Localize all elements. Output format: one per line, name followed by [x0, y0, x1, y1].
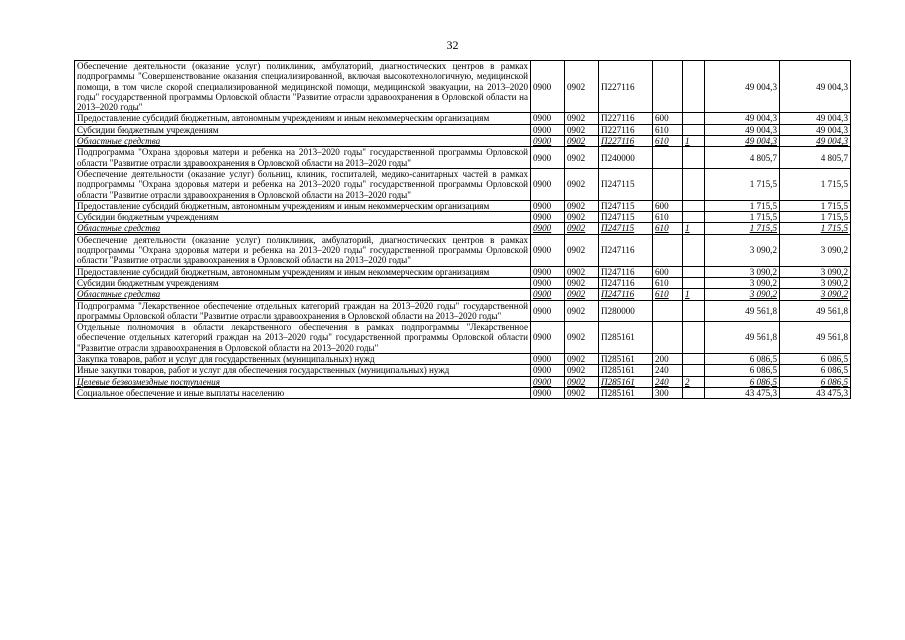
funding-source-code [683, 354, 705, 365]
amount-total: 49 561,8 [780, 322, 851, 354]
expense-type-code: 610 [653, 223, 683, 234]
row-description: Отдельные полномочия в области лекарственного обеспечения в рамках подпрограммы "Лекарственное обеспечение отдельных категорий граждан на 2013–2020 годы" государственной программы Орловской области "Развитие отрасли здравоохранения в Орловской области на 2013–2020 годы" [75, 322, 531, 354]
table-row [75, 387, 851, 398]
section-code: 0900 [531, 387, 565, 398]
expense-type-code [653, 61, 683, 113]
target-article-code: П247116 [599, 266, 653, 277]
row-description: Областные средства [75, 136, 531, 147]
expense-type-code: 610 [653, 124, 683, 135]
funding-source-code [683, 124, 705, 135]
amount-plan: 3 090,2 [705, 234, 780, 266]
section-code: 0900 [531, 147, 565, 169]
subsection-code: 0902 [565, 124, 599, 135]
funding-source-code [683, 277, 705, 288]
row-description: Иные закупки товаров, работ и услуг для обеспечения государственных (муниципальных) нужд [75, 365, 531, 376]
amount-plan: 1 715,5 [705, 200, 780, 211]
subsection-code: 0902 [565, 223, 599, 234]
funding-source-code [683, 61, 705, 113]
target-article-code: П247115 [599, 200, 653, 211]
amount-plan: 1 715,5 [705, 212, 780, 223]
page-number: 32 [446, 38, 459, 52]
row-description: Подпрограмма "Охрана здоровья матери и ребенка на 2013–2020 годы" государственной программы Орловской области "Развитие отрасли здравоохранения в Орловской области на 2013–2020 годы" [75, 147, 531, 169]
section-code: 0900 [531, 124, 565, 135]
row-description: Предоставление субсидий бюджетным, автономным учреждениям и иным некоммерческим организациям [75, 200, 531, 211]
funding-source-code [683, 147, 705, 169]
target-article-code: П227116 [599, 136, 653, 147]
table-body [75, 61, 851, 399]
table-row [75, 289, 851, 300]
section-code: 0900 [531, 289, 565, 300]
expense-type-code: 600 [653, 200, 683, 211]
section-code: 0900 [531, 234, 565, 266]
row-description: Обеспечение деятельности (оказание услуг) больниц, клиник, госпиталей, медико-санитарных частей в рамках подпрограммы "Охрана здоровья матери и ребенка на 2013–2020 годы" государственной программы Орловской области "Развитие отрасли здравоохранения в Орловской области на 2013–2020 годы" [75, 168, 531, 200]
expense-type-code [653, 234, 683, 266]
amount-plan: 4 805,7 [705, 147, 780, 169]
funding-source-code [683, 200, 705, 211]
section-code: 0900 [531, 365, 565, 376]
table-row [75, 223, 851, 234]
amount-total: 49 004,3 [780, 136, 851, 147]
row-description: Субсидии бюджетным учреждениям [75, 277, 531, 288]
funding-source-code [683, 234, 705, 266]
expense-type-code: 240 [653, 376, 683, 387]
row-description: Субсидии бюджетным учреждениям [75, 124, 531, 135]
target-article-code: П280000 [599, 300, 653, 322]
table-row [75, 376, 851, 387]
expense-type-code: 610 [653, 212, 683, 223]
amount-total: 49 561,8 [780, 300, 851, 322]
row-description: Обеспечение деятельности (оказание услуг) поликлиник, амбулаторий, диагностических центров в рамках подпрограммы "Совершенствование оказания специализированной, включая высокотехнологичную, медицинской помощи, в том числе скорой специализированной медицинской помощи, медицинской эвакуации, на 2013–2020 годы" государственной программы Орловской области "Развитие отрасли здравоохранения в Орловской области на 2013–2020 годы" [75, 61, 531, 113]
expense-type-code: 610 [653, 136, 683, 147]
expense-type-code: 200 [653, 354, 683, 365]
budget-table [74, 60, 851, 399]
section-code: 0900 [531, 376, 565, 387]
section-code: 0900 [531, 136, 565, 147]
amount-plan: 49 004,3 [705, 136, 780, 147]
table-row [75, 322, 851, 354]
table-row [75, 234, 851, 266]
section-code: 0900 [531, 322, 565, 354]
funding-source-code [683, 266, 705, 277]
target-article-code: П247116 [599, 289, 653, 300]
amount-plan: 3 090,2 [705, 266, 780, 277]
amount-total: 6 086,5 [780, 365, 851, 376]
amount-plan: 49 004,3 [705, 61, 780, 113]
section-code: 0900 [531, 266, 565, 277]
expense-type-code [653, 147, 683, 169]
section-code: 0900 [531, 168, 565, 200]
subsection-code: 0902 [565, 376, 599, 387]
section-code: 0900 [531, 61, 565, 113]
table-row [75, 277, 851, 288]
amount-plan: 43 475,3 [705, 387, 780, 398]
amount-plan: 49 004,3 [705, 113, 780, 124]
row-description: Областные средства [75, 223, 531, 234]
amount-plan: 6 086,5 [705, 365, 780, 376]
section-code: 0900 [531, 200, 565, 211]
amount-total: 49 004,3 [780, 124, 851, 135]
amount-plan: 1 715,5 [705, 223, 780, 234]
table-row [75, 147, 851, 169]
subsection-code: 0902 [565, 136, 599, 147]
amount-total: 6 086,5 [780, 354, 851, 365]
target-article-code: П285161 [599, 322, 653, 354]
expense-type-code: 240 [653, 365, 683, 376]
amount-plan: 6 086,5 [705, 354, 780, 365]
section-code: 0900 [531, 354, 565, 365]
funding-source-code: 1 [683, 136, 705, 147]
amount-plan: 3 090,2 [705, 289, 780, 300]
funding-source-code [683, 387, 705, 398]
funding-source-code [683, 322, 705, 354]
amount-plan: 49 004,3 [705, 124, 780, 135]
table-row [75, 136, 851, 147]
section-code: 0900 [531, 277, 565, 288]
section-code: 0900 [531, 223, 565, 234]
expense-type-code: 610 [653, 289, 683, 300]
amount-total: 1 715,5 [780, 212, 851, 223]
amount-total: 49 004,3 [780, 113, 851, 124]
subsection-code: 0902 [565, 61, 599, 113]
amount-total: 3 090,2 [780, 277, 851, 288]
subsection-code: 0902 [565, 277, 599, 288]
target-article-code: П247115 [599, 212, 653, 223]
target-article-code: П247116 [599, 277, 653, 288]
amount-total: 43 475,3 [780, 387, 851, 398]
funding-source-code: 1 [683, 289, 705, 300]
subsection-code: 0902 [565, 200, 599, 211]
table-row [75, 61, 851, 113]
expense-type-code [653, 168, 683, 200]
row-description: Предоставление субсидий бюджетным, автономным учреждениям и иным некоммерческим организациям [75, 266, 531, 277]
subsection-code: 0902 [565, 387, 599, 398]
target-article-code: П285161 [599, 376, 653, 387]
target-article-code: П247115 [599, 223, 653, 234]
funding-source-code [683, 113, 705, 124]
funding-source-code [683, 212, 705, 223]
section-code: 0900 [531, 212, 565, 223]
target-article-code: П227116 [599, 113, 653, 124]
subsection-code: 0902 [565, 300, 599, 322]
subsection-code: 0902 [565, 113, 599, 124]
amount-plan: 49 561,8 [705, 300, 780, 322]
expense-type-code: 600 [653, 113, 683, 124]
expense-type-code: 300 [653, 387, 683, 398]
target-article-code: П247116 [599, 234, 653, 266]
amount-plan: 1 715,5 [705, 168, 780, 200]
subsection-code: 0902 [565, 354, 599, 365]
funding-source-code: 1 [683, 223, 705, 234]
table-row [75, 113, 851, 124]
amount-total: 3 090,2 [780, 289, 851, 300]
amount-total: 1 715,5 [780, 223, 851, 234]
amount-total: 3 090,2 [780, 234, 851, 266]
target-article-code: П285161 [599, 365, 653, 376]
row-description: Предоставление субсидий бюджетным, автономным учреждениям и иным некоммерческим организациям [75, 113, 531, 124]
amount-total: 1 715,5 [780, 168, 851, 200]
target-article-code: П247115 [599, 168, 653, 200]
amount-total: 49 004,3 [780, 61, 851, 113]
subsection-code: 0902 [565, 234, 599, 266]
table-row [75, 300, 851, 322]
row-description: Социальное обеспечение и иные выплаты населению [75, 387, 531, 398]
funding-source-code [683, 168, 705, 200]
expense-type-code [653, 300, 683, 322]
subsection-code: 0902 [565, 365, 599, 376]
row-description: Закупка товаров, работ и услуг для государственных (муниципальных) нужд [75, 354, 531, 365]
amount-plan: 49 561,8 [705, 322, 780, 354]
row-description: Целевые безвозмездные поступления [75, 376, 531, 387]
subsection-code: 0902 [565, 147, 599, 169]
target-article-code: П240000 [599, 147, 653, 169]
amount-total: 4 805,7 [780, 147, 851, 169]
row-description: Подпрограмма "Лекарственное обеспечение отдельных категорий граждан на 2013–2020 годы" государственной программы Орловской области "Развитие отрасли здравоохранения в Орловской области на 2013–2020 годы" [75, 300, 531, 322]
amount-plan: 6 086,5 [705, 376, 780, 387]
target-article-code: П227116 [599, 124, 653, 135]
subsection-code: 0902 [565, 168, 599, 200]
funding-source-code: 2 [683, 376, 705, 387]
funding-source-code [683, 300, 705, 322]
amount-plan: 3 090,2 [705, 277, 780, 288]
expense-type-code [653, 322, 683, 354]
amount-total: 1 715,5 [780, 200, 851, 211]
funding-source-code [683, 365, 705, 376]
amount-total: 3 090,2 [780, 266, 851, 277]
row-description: Обеспечение деятельности (оказание услуг) поликлиник, амбулаторий, диагностических центров в рамках подпрограммы "Охрана здоровья матери и ребенка на 2013–2020 годы" государственной программы Орловской области "Развитие отрасли здравоохранения в Орловской области на 2013–2020 годы" [75, 234, 531, 266]
target-article-code: П285161 [599, 354, 653, 365]
table-row [75, 212, 851, 223]
subsection-code: 0902 [565, 266, 599, 277]
table-row [75, 365, 851, 376]
table-row [75, 124, 851, 135]
row-description: Областные средства [75, 289, 531, 300]
table-row [75, 200, 851, 211]
table-row [75, 266, 851, 277]
table-row [75, 354, 851, 365]
subsection-code: 0902 [565, 212, 599, 223]
expense-type-code: 600 [653, 266, 683, 277]
target-article-code: П227116 [599, 61, 653, 113]
row-description: Субсидии бюджетным учреждениям [75, 212, 531, 223]
section-code: 0900 [531, 113, 565, 124]
subsection-code: 0902 [565, 289, 599, 300]
amount-total: 6 086,5 [780, 376, 851, 387]
table-row [75, 168, 851, 200]
target-article-code: П285161 [599, 387, 653, 398]
subsection-code: 0902 [565, 322, 599, 354]
expense-type-code: 610 [653, 277, 683, 288]
section-code: 0900 [531, 300, 565, 322]
